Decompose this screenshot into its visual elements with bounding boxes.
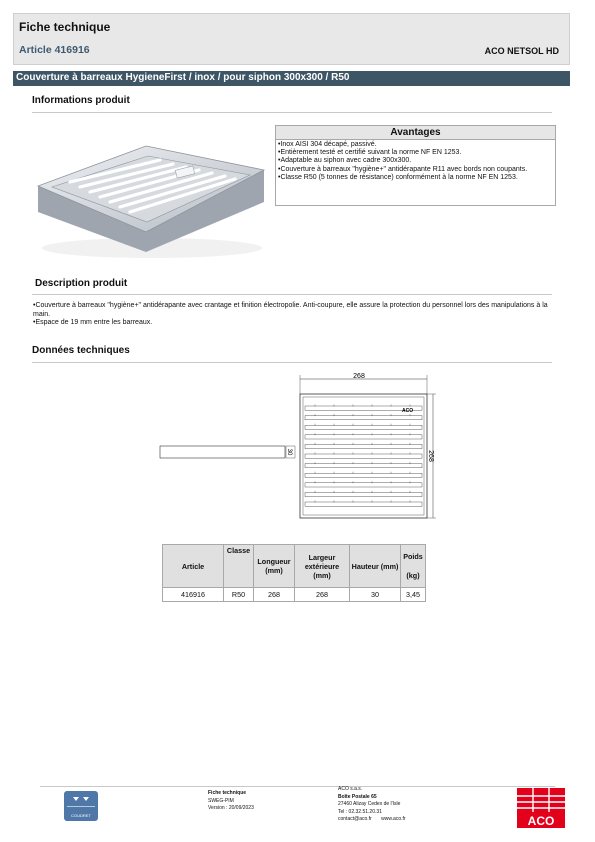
list-item: • Adaptable au siphon avec cadre 300x300. (278, 157, 550, 165)
side-profile (160, 446, 285, 458)
table-header-row (163, 545, 426, 588)
header-cell-length: Longueur (mm) (254, 545, 295, 588)
footer-line (338, 816, 406, 824)
section-title-info: Informations produit (32, 95, 130, 106)
table-cell: 30 (350, 588, 401, 602)
certification-badge (64, 791, 98, 821)
description-list (33, 302, 553, 328)
table-cell: 3,45 (401, 588, 426, 602)
section-divider (32, 294, 552, 295)
section-title-description: Description produit (35, 278, 128, 289)
dimension-width: 268 (353, 373, 365, 380)
weight-label: Poids (403, 552, 423, 561)
aco-logo (517, 788, 565, 828)
article-number: Article 416916 (19, 44, 90, 56)
product-title: Couverture à barreaux HygieneFirst / inox / pour siphon 300x300 / R50 (16, 72, 350, 83)
list-item: • Espace de 19 mm entre les barreaux. (33, 319, 553, 328)
drawing-logo: ACO (402, 408, 414, 414)
footer-line: SWEG-PIM (208, 797, 234, 804)
footer-address (338, 786, 406, 824)
dimension-thickness: 30 (286, 448, 292, 456)
document-title: Fiche technique (19, 20, 111, 34)
footer-divider (40, 786, 555, 787)
list-item: • Entièrement testé et certifié suivant la norme NF EN 1253. (278, 149, 550, 157)
advantages-box (275, 125, 556, 206)
list-item: • Classe R50 (5 tonnes de résistance) conformément à la norme NF EN 1253. (278, 174, 550, 182)
table-cell: R50 (224, 588, 254, 602)
footer-email[interactable]: contact@aco.fr (338, 816, 372, 822)
advantages-list (278, 141, 550, 182)
table-cell: 416916 (163, 588, 224, 602)
header-cell-width: Largeur extérieure (mm) (295, 545, 350, 588)
section-divider (32, 112, 552, 113)
header-cell-height: Hauteur (mm) (350, 545, 401, 588)
weight-unit: (kg) (406, 571, 420, 580)
table-row (163, 588, 426, 602)
product-title-bar (13, 71, 570, 86)
footer-website[interactable]: www.aco.fr (381, 816, 406, 822)
badge-text: COUDRET (71, 813, 91, 818)
dimension-height: 268 (427, 450, 434, 462)
brand-name: ACO NETSOL HD (484, 46, 559, 56)
footer-line: Tel : 02.32.51.20.31 (338, 808, 382, 815)
footer-info-left (208, 790, 254, 813)
list-item: • Couverture à barreaux "hygiène+" antidérapante R11 avec bords non coupants. (278, 166, 550, 174)
logo-text: ACO (527, 814, 555, 828)
header-cell-class: Classe (224, 545, 254, 588)
section-divider (32, 362, 552, 363)
table-cell: 268 (295, 588, 350, 602)
advantages-title: Avantages (276, 126, 555, 140)
table-cell: 268 (254, 588, 295, 602)
section-title-technical: Données techniques (32, 345, 130, 356)
footer-line: Version : 20/09/2023 (208, 805, 254, 811)
footer-line: Fiche technique (208, 790, 247, 796)
spec-table (162, 544, 426, 602)
header-cell-article: Article (163, 545, 224, 588)
product-image (30, 128, 270, 260)
header-cell-weight (401, 545, 426, 588)
list-item: • Inox AISI 304 décapé, passivé. (278, 141, 550, 149)
footer-line: 27460 Alizay Cedex de l'Isle (338, 801, 401, 807)
footer-line: ACO s.a.s. (338, 786, 363, 792)
footer-line: Boîte Postale 65 (338, 793, 377, 800)
list-item: • Couverture à barreaux "hygiène+" antidérapante avec crantage et finition électropolie. Anti-coupure, elle assure la protection du personnel lors des manipulations à la main. (33, 302, 553, 319)
technical-drawing (150, 366, 450, 526)
